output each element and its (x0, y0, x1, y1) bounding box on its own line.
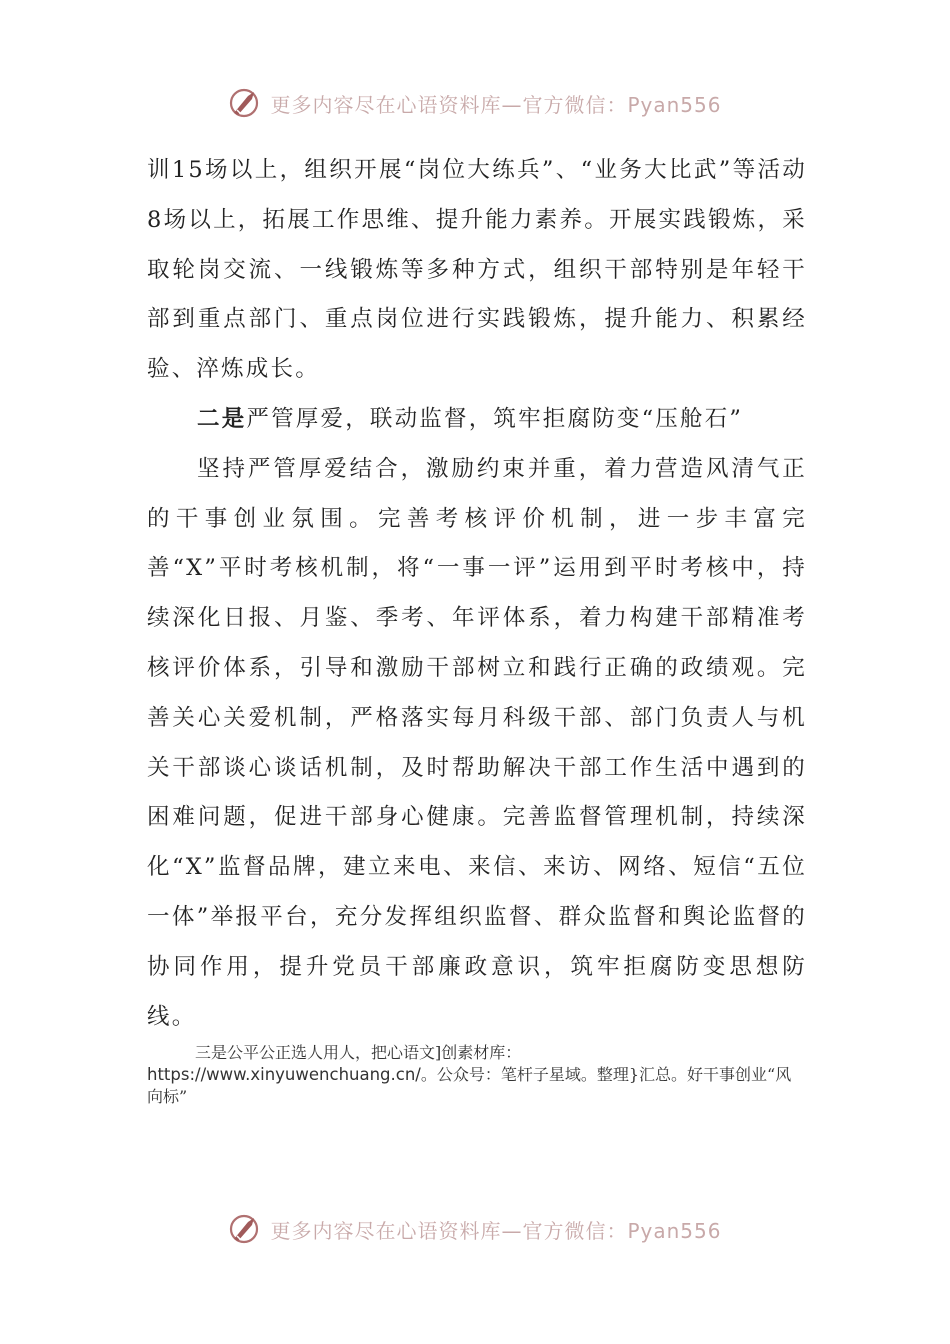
document-body (147, 146, 807, 1042)
page-header (0, 86, 950, 120)
paragraph-body: 坚持严管厚爱结合，激励约束并重，着力营造风清气正的干事创业氛围。完善考核评价机制，进一步丰富完善“X”平时考核机制，将“一事一评”运用到平时考核中，持续深化日报、月鉴、季考、年评体系，着力构建干部精准考核评价体系，引导和激励干部树立和践行正确的政绩观。完善关心关爱机制，严格落实每月科级干部、部门负责人与机关干部谈心谈话机制，及时帮助解决干部工作生活中遇到的困难问题，促进干部身心健康。完善监督管理机制，持续深化“X”监督品牌，建立来电、来信、来访、网络、短信“五位一体”举报平台，充分发挥组织监督、群众监督和舆论监督的协同作用，提升党员干部廉政意识，筑牢拒腐防变思想防线。 (147, 455, 807, 1030)
pen-nib-icon (228, 1212, 262, 1246)
source-note (147, 1042, 807, 1108)
paragraph-continuation: 训15场以上，组织开展“岗位大练兵”、“业务大比武”等活动8场以上，拓展工作思维、提升能力素养。开展实践锻炼，采取轮岗交流、一线锻炼等多种方式，组织干部特别是年轻干部到重点部门、重点岗位进行实践锻炼，提升能力、积累经验、淬炼成长。 (147, 157, 807, 383)
note-suffix: 。公众号：笔杆子星域。整理}汇总。好干事创业“风向标” (147, 1065, 792, 1106)
section-heading-text: 严管厚爱，联动监督，筑牢拒腐防变“压舱石” (246, 405, 744, 432)
footer-banner-text: 更多内容尽在心语资料库—官方微信：Pyan556 (270, 1218, 722, 1243)
note-prefix: 三是公平公正选人用人，把心语文]创素材库： (195, 1043, 522, 1062)
note-url: https://www.xinyuwenchuang.cn/ (147, 1065, 421, 1084)
pen-nib-icon (228, 86, 262, 120)
page-footer (0, 1212, 950, 1246)
header-banner-text: 更多内容尽在心语资料库—官方微信：Pyan556 (270, 92, 722, 117)
section-heading-lead: 二是 (197, 405, 247, 432)
section-heading (147, 395, 807, 445)
